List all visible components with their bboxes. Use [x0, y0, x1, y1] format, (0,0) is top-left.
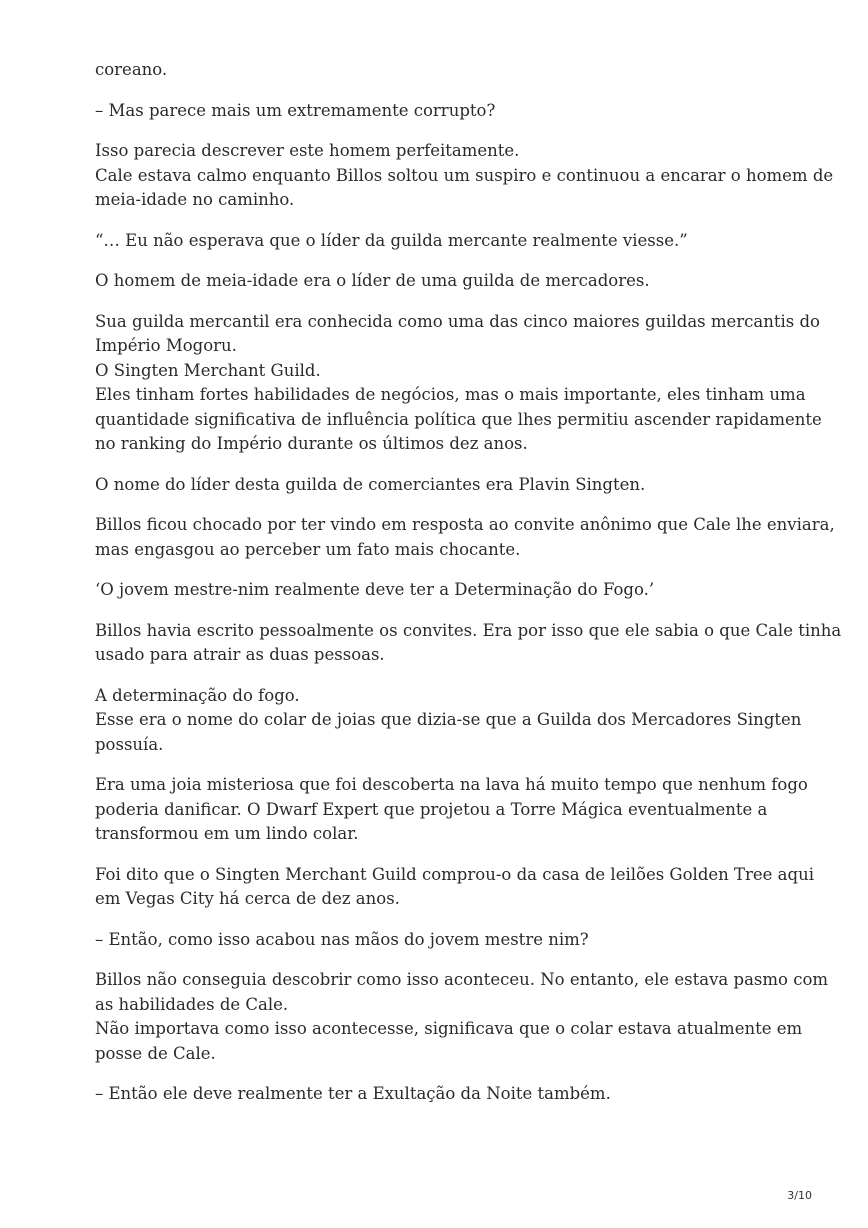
- text-line: “… Eu não esperava que o líder da guilda mercante realmente viesse.”: [95, 230, 688, 250]
- text-line: Império Mogoru.: [95, 336, 237, 355]
- text-line: Esse era o nome do colar de joias que dizia-se que a Guilda dos Mercadores Singten: [95, 710, 802, 729]
- text-line: poderia danificar. O Dwarf Expert que projetou a Torre Mágica eventualmente a: [95, 799, 768, 819]
- text-line: em Vegas City há cerca de dez anos.: [95, 889, 400, 908]
- paragraph: [95, 269, 785, 294]
- text-line: Eles tinham fortes habilidades de negócios, mas o mais importante, eles tinham uma: [95, 385, 806, 404]
- document-body: [95, 58, 842, 1123]
- text-line: usado para atrair as duas pessoas.: [95, 645, 385, 664]
- text-line: meia-idade no caminho.: [95, 190, 295, 209]
- paragraph: [95, 619, 842, 668]
- paragraph: [95, 58, 785, 83]
- paragraph: [95, 578, 785, 603]
- text-line: possuía.: [95, 734, 164, 754]
- text-line: posse de Cale.: [95, 1043, 216, 1063]
- text-line: as habilidades de Cale.: [95, 994, 289, 1014]
- text-line: O homem de meia-idade era o líder de uma guilda de mercadores.: [95, 271, 650, 290]
- text-line: ‘O jovem mestre-nim realmente deve ter a Determinação do Fogo.’: [95, 580, 655, 599]
- text-line: transformou em um lindo colar.: [95, 824, 359, 843]
- paragraph: [95, 928, 785, 953]
- text-line: Não importava como isso acontecesse, significava que o colar estava atualmente em: [95, 1019, 803, 1038]
- paragraph: [95, 1082, 785, 1107]
- text-line: Foi dito que o Singten Merchant Guild comprou-o da casa de leilões Golden Tree aqui: [95, 864, 814, 884]
- text-line: quantidade significativa de influência política que lhes permitiu ascender rapidamente: [95, 409, 822, 429]
- paragraph: [95, 310, 822, 457]
- paragraph: [95, 229, 785, 254]
- text-line: Billos não conseguia descobrir como isso aconteceu. No entanto, ele estava pasmo com: [95, 970, 829, 989]
- text-line: Era uma joia misteriosa que foi descoberta na lava há muito tempo que nenhum fogo: [95, 775, 808, 794]
- text-line: Billos ficou chocado por ter vindo em resposta ao convite anônimo que Cale lhe enviara,: [95, 515, 835, 534]
- text-line: – Então, como isso acabou nas mãos do jovem mestre nim?: [95, 929, 589, 949]
- text-line: O Singten Merchant Guild.: [95, 360, 321, 380]
- paragraph: [95, 968, 829, 1066]
- paragraph: [95, 863, 814, 912]
- text-line: Sua guilda mercantil era conhecida como uma das cinco maiores guildas mercantis do: [95, 311, 820, 331]
- text-line: Isso parecia descrever este homem perfeitamente.: [95, 141, 520, 160]
- text-line: O nome do líder desta guilda de comerciantes era Plavin Singten.: [95, 474, 646, 494]
- text-line: – Então ele deve realmente ter a Exultação da Noite também.: [95, 1084, 611, 1103]
- paragraph: [95, 513, 835, 562]
- paragraph: [95, 473, 785, 498]
- page-number: 3/10: [787, 1189, 812, 1202]
- paragraph: [95, 139, 834, 213]
- text-line: – Mas parece mais um extremamente corrupto?: [95, 100, 496, 120]
- text-line: mas engasgou ao perceber um fato mais chocante.: [95, 539, 521, 559]
- text-line: no ranking do Império durante os últimos dez anos.: [95, 434, 528, 453]
- text-line: A determinação do fogo.: [95, 685, 300, 705]
- text-line: Cale estava calmo enquanto Billos soltou um suspiro e continuou a encarar o homem de: [95, 165, 834, 185]
- text-line: Billos havia escrito pessoalmente os convites. Era por isso que ele sabia o que Cale tinha: [95, 620, 842, 640]
- paragraph: [95, 684, 802, 758]
- paragraph: [95, 773, 808, 847]
- paragraph: [95, 99, 785, 124]
- text-line: coreano.: [95, 60, 168, 79]
